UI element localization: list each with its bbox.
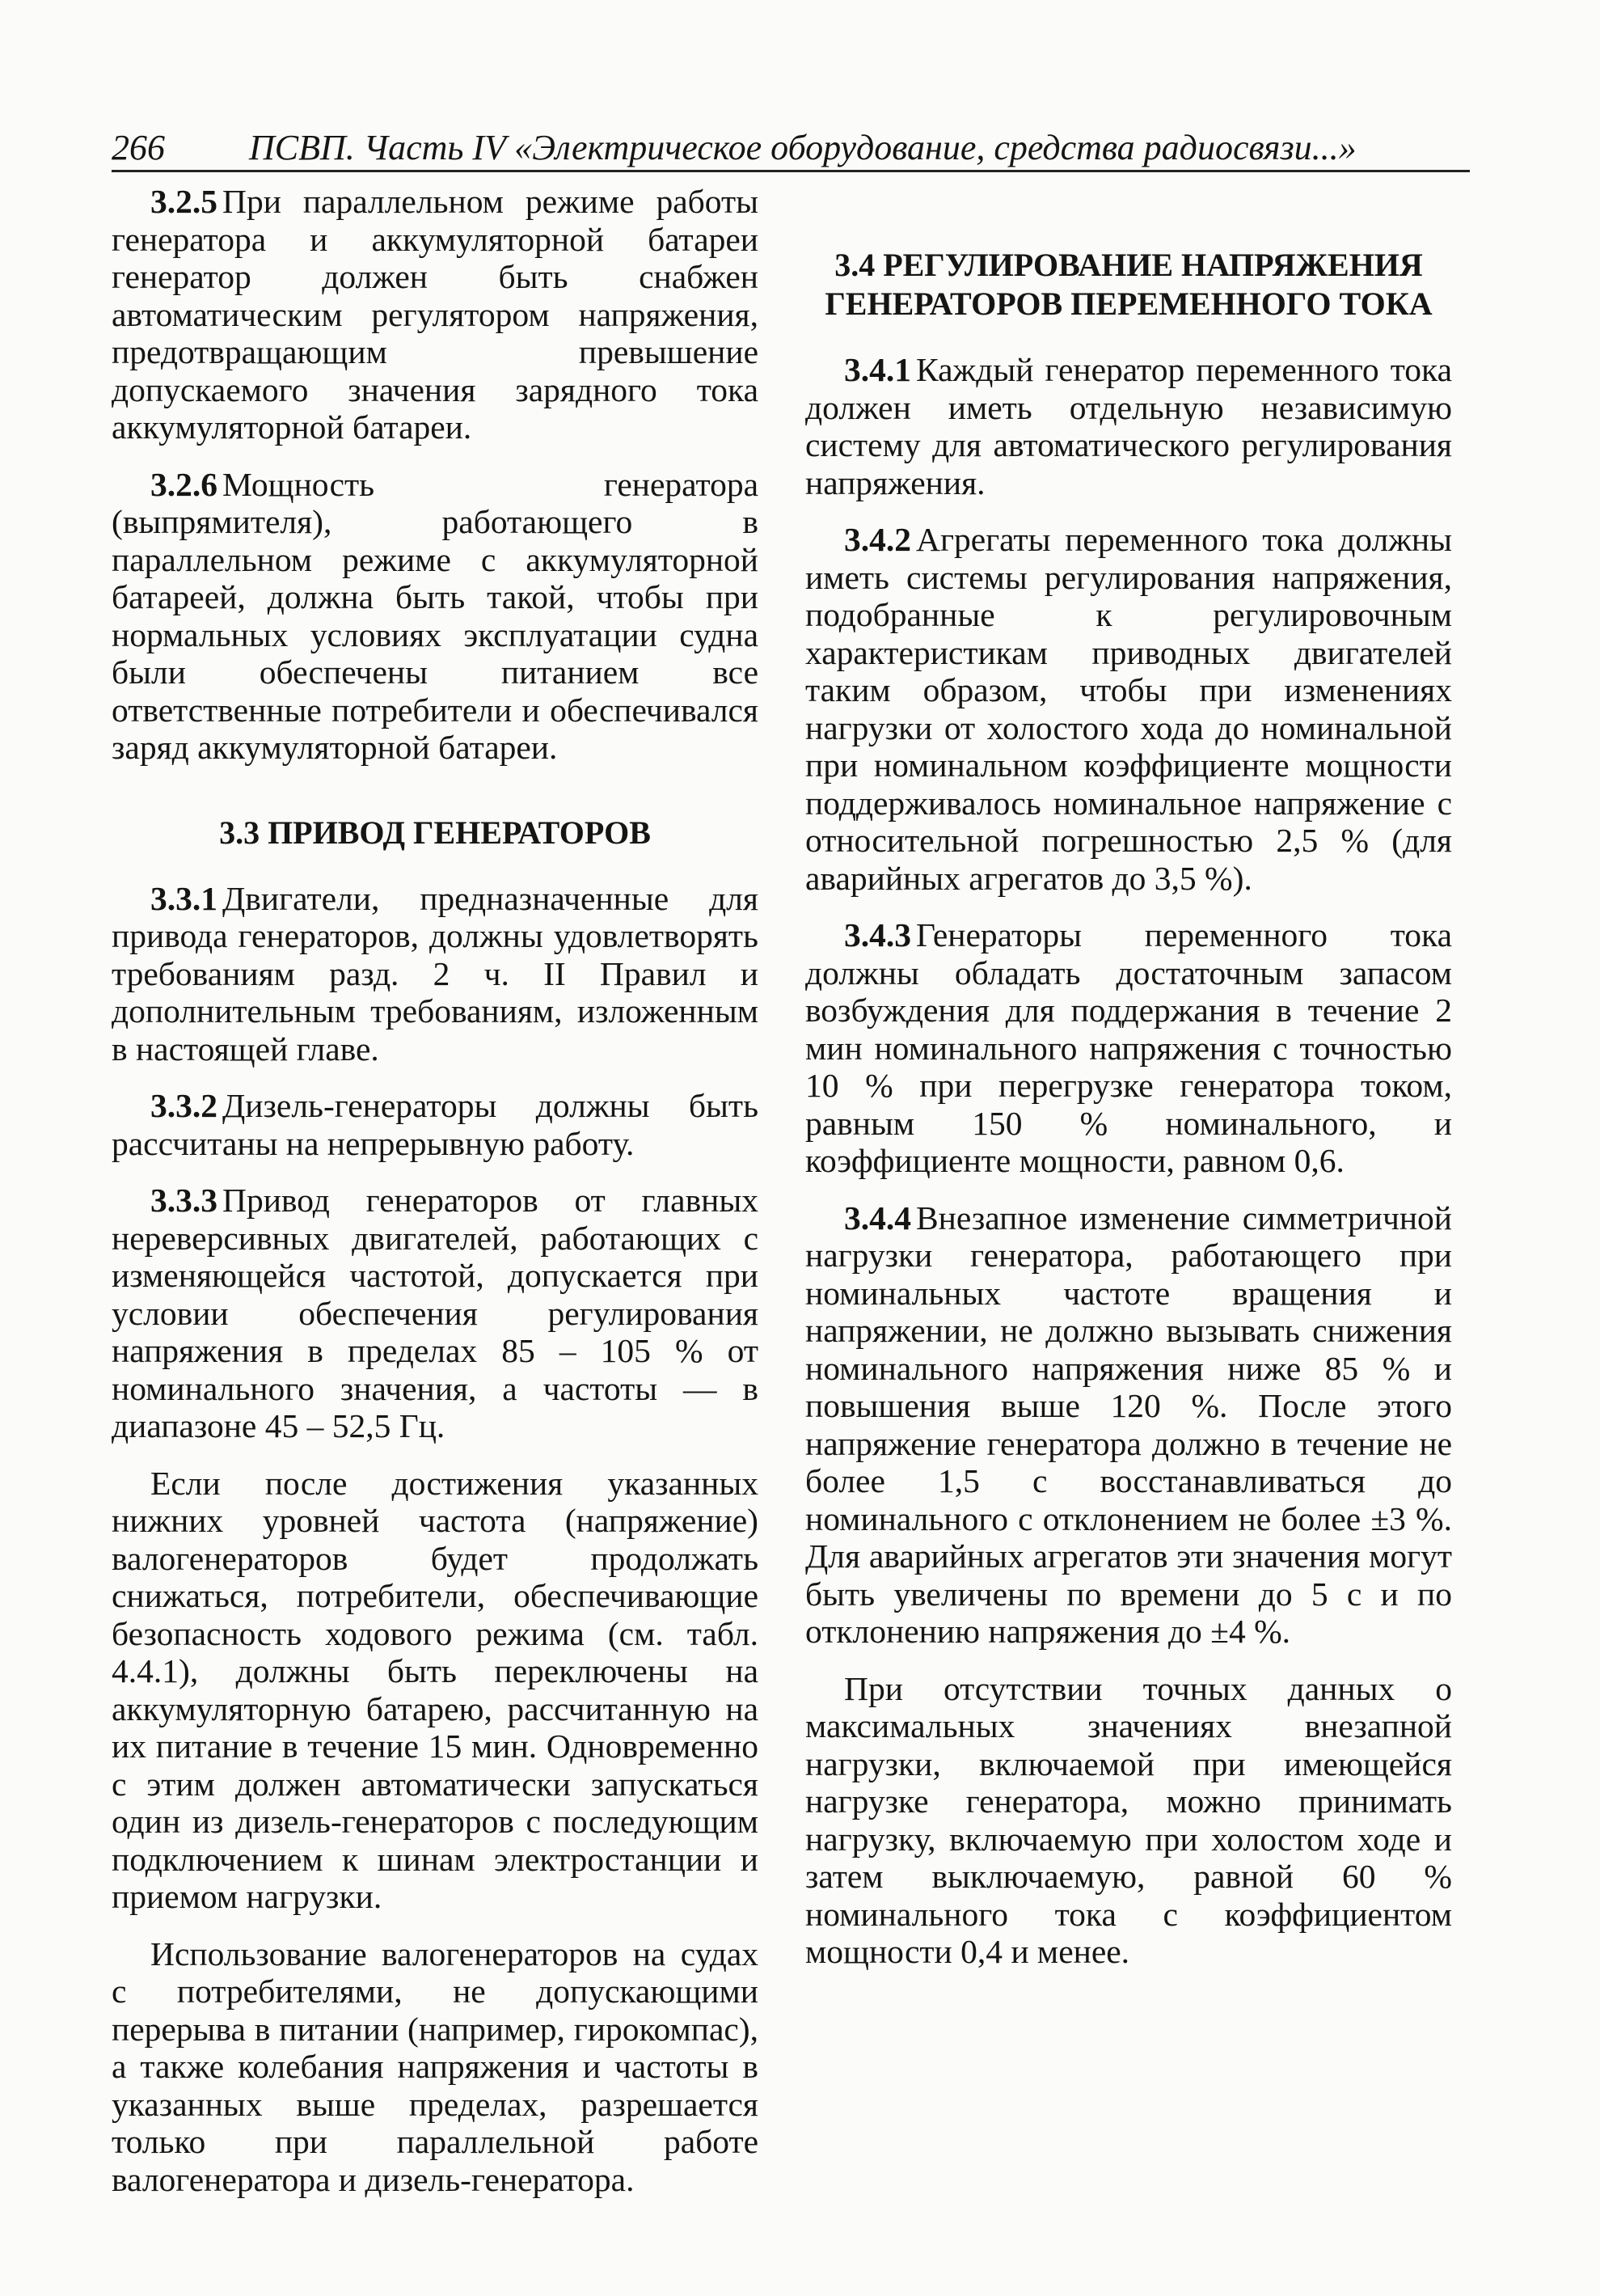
paragraph-text: При параллельном режиме работы генератора и аккумуляторной батареи генератор должен быть снабжен автоматическим регулятором напряжения, предотвращающим превышение допускаемого значения зарядного тока аккумуляторной батареи. xyxy=(112,183,758,446)
paragraph-3-4-2 xyxy=(805,521,1452,897)
paragraph-text: Внезапное изменение симметричной нагрузки генератора, работающего при номинальных частоте вращения и напряжении, не должно вызывать снижения номинального напряжения ниже 85 % и повышения выше 120 %. После этого напряжение генератора должно в течение не более 1,5 с восстанавливаться до номинального с отклонением не более ±3 %. Для аварийных агрегатов эти значения могут быть увеличены по времени до 5 с и по отклонению напряжения до ±4 %. xyxy=(805,1199,1452,1650)
clause-number: 3.3.3 xyxy=(150,1182,217,1219)
clause-number: 3.4.1 xyxy=(844,351,911,388)
paragraph-text: Агрегаты переменного тока должны иметь системы регулирования напряжения, подобранные к регулировочным характеристикам приводных двигателей таким образом, чтобы при изменениях нагрузки от холостого хода до номинальной при номинальном коэффициенте мощности поддерживалось номинальное напряжение с относительной погрешностью 2,5 % (для аварийных агрегатов до 3,5 %). xyxy=(805,521,1452,897)
paragraph-text: Привод генераторов от главных нереверсивных двигателей, работающих с изменяющейся частотой, допускается при условии обеспечения регулирования напряжения в пределах 85 – 105 % от номинального значения, а частоты — в диапазоне 45 – 52,5 Гц. xyxy=(112,1182,758,1444)
paragraph-3-4-1 xyxy=(805,351,1452,501)
page-number: 266 xyxy=(112,128,165,167)
paragraph-3-4-3 xyxy=(805,916,1452,1180)
clause-number: 3.2.6 xyxy=(150,465,217,503)
clause-number: 3.4.3 xyxy=(844,916,911,953)
clause-number: 3.3.2 xyxy=(150,1087,217,1124)
paragraph-3-2-6 xyxy=(112,466,758,767)
clause-number: 3.2.5 xyxy=(150,183,217,220)
right-column xyxy=(805,183,1452,1990)
paragraph-shaft-generators: Использование валогенераторов на судах с потребителями, не допускающими перерыва в питании (например, гирокомпас), а также колебания напряжения и частоты в указанных выше пределах, разрешается только при параллельной работе валогенератора и дизель-генератора. xyxy=(112,1934,758,2198)
paragraph-text: Каждый генератор переменного тока должен иметь отдельную независимую систему для автоматического регулирования напряжения. xyxy=(805,351,1452,501)
clause-number: 3.3.1 xyxy=(150,879,217,917)
paragraph-3-4-4-continued: При отсутствии точных данных о максимальных значениях внезапной нагрузки, включаемой при имеющейся нагрузке генератора, можно принимать нагрузку, включаемую при холостом ходе и затем выключаемую, равной 60 % номинального тока с коэффициентом мощности 0,4 и менее. xyxy=(805,1669,1452,1970)
paragraph-text: Генераторы переменного тока должны обладать достаточным запасом возбуждения для поддержания в течение 2 мин номинального напряжения с точностью 10 % при перегрузке генератора током, равным 150 % номинального, и коэффициенте мощности, равном 0,6. xyxy=(805,916,1452,1179)
running-title: ПСВП. Часть IV «Электрическое оборудование, средства радиосвязи...» xyxy=(249,128,1357,167)
left-column xyxy=(112,183,758,2218)
paragraph-text: Мощность генератора (выпрямителя), работающего в параллельном режиме с аккумуляторной батареей, должна быть такой, чтобы при нормальных условиях эксплуатации судна были обеспечены питанием все ответственные потребители и обеспечивался заряд аккумуляторной батареи. xyxy=(112,465,758,766)
paragraph-3-4-4 xyxy=(805,1199,1452,1651)
clause-number: 3.4.2 xyxy=(844,521,911,558)
section-heading-3-4: 3.4 РЕГУЛИРОВАНИЕ НАПРЯЖЕНИЯ ГЕНЕРАТОРОВ ПЕРЕМЕННОГО ТОКА xyxy=(825,247,1433,322)
paragraph-3-3-2 xyxy=(112,1087,758,1162)
section-heading-3-3: 3.3 ПРИВОД ГЕНЕРАТОРОВ xyxy=(219,814,651,851)
paragraph-3-3-3 xyxy=(112,1182,758,1445)
paragraph-3-2-5 xyxy=(112,183,758,446)
page-header xyxy=(112,120,1470,172)
paragraph-text: Дизель-генераторы должны быть рассчитаны на непрерывную работу. xyxy=(112,1087,758,1162)
paragraph-3-3-3-continued: Если после достижения указанных нижних уровней частота (напряжение) валогенераторов будет продолжать снижаться, потребители, обеспечивающие безопасность ходового режима (см. табл. 4.4.1), должны быть переключены на аккумуляторную батарею, рассчитанную на их питание в течение 15 мин. Одновременно с этим должен автоматически запускаться один из дизель-генераторов с последующим подключением к шинам электростанции и приемом нагрузки. xyxy=(112,1464,758,1915)
paragraph-3-3-1 xyxy=(112,880,758,1068)
clause-number: 3.4.4 xyxy=(844,1199,911,1237)
paragraph-text: Двигатели, предназначенные для привода генераторов, должны удовлетворять требованиям разд. 2 ч. II Правил и дополнительным требованиям, изложенным в настоящей главе. xyxy=(112,879,758,1068)
